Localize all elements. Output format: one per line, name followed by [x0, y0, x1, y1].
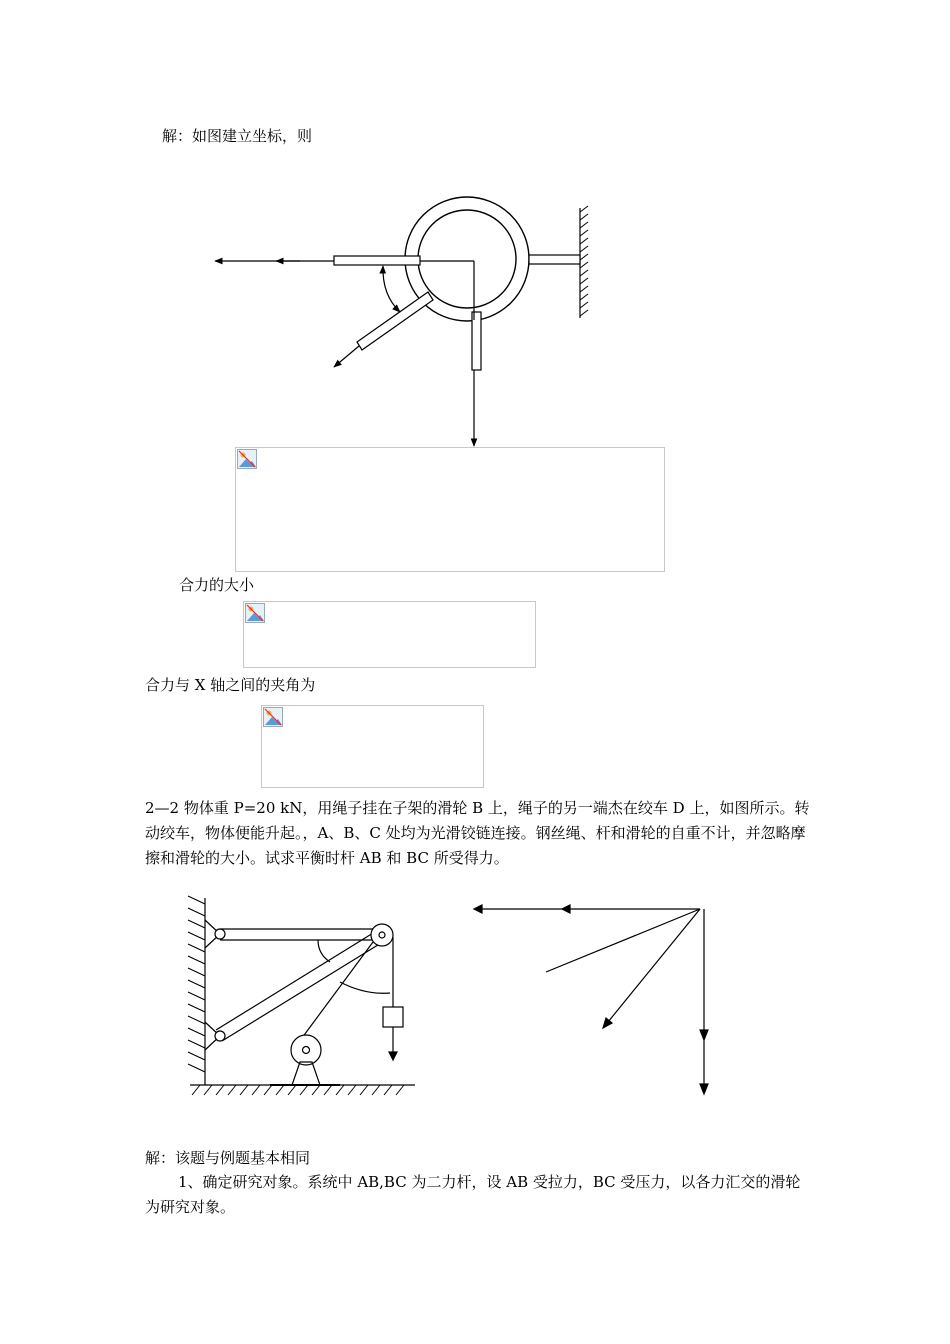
resultant-magnitude-label: 合力的大小 — [179, 576, 255, 594]
solution-intro: 解：如图建立坐标，则 — [162, 127, 313, 145]
problem-2-2-text: 2—2 物体重 P=20 kN，用绳子挂在子架的滑轮 B 上，绳子的另一端杰在绞车 D 上，如图所示。转动绞车，物体便能升起。，A、B、C 处均为光滑铰链连接。钢丝绳、杆和滑轮的自重不计，并忽略摩擦和滑轮的大小。试求平衡时杆 AB 和 BC 所受得力。 — [145, 799, 810, 867]
solution-2-text: 解：该题与例题基本相同 — [145, 1149, 311, 1167]
resultant-angle-label: 合力与 X 轴之间的夹角为 — [145, 676, 316, 694]
step-1-text: 1、确定研究对象。系统中 AB,BC 为二力杆，设 AB 受拉力，BC 受压力，以各力汇交的滑轮为研究对象。 — [145, 1173, 801, 1216]
